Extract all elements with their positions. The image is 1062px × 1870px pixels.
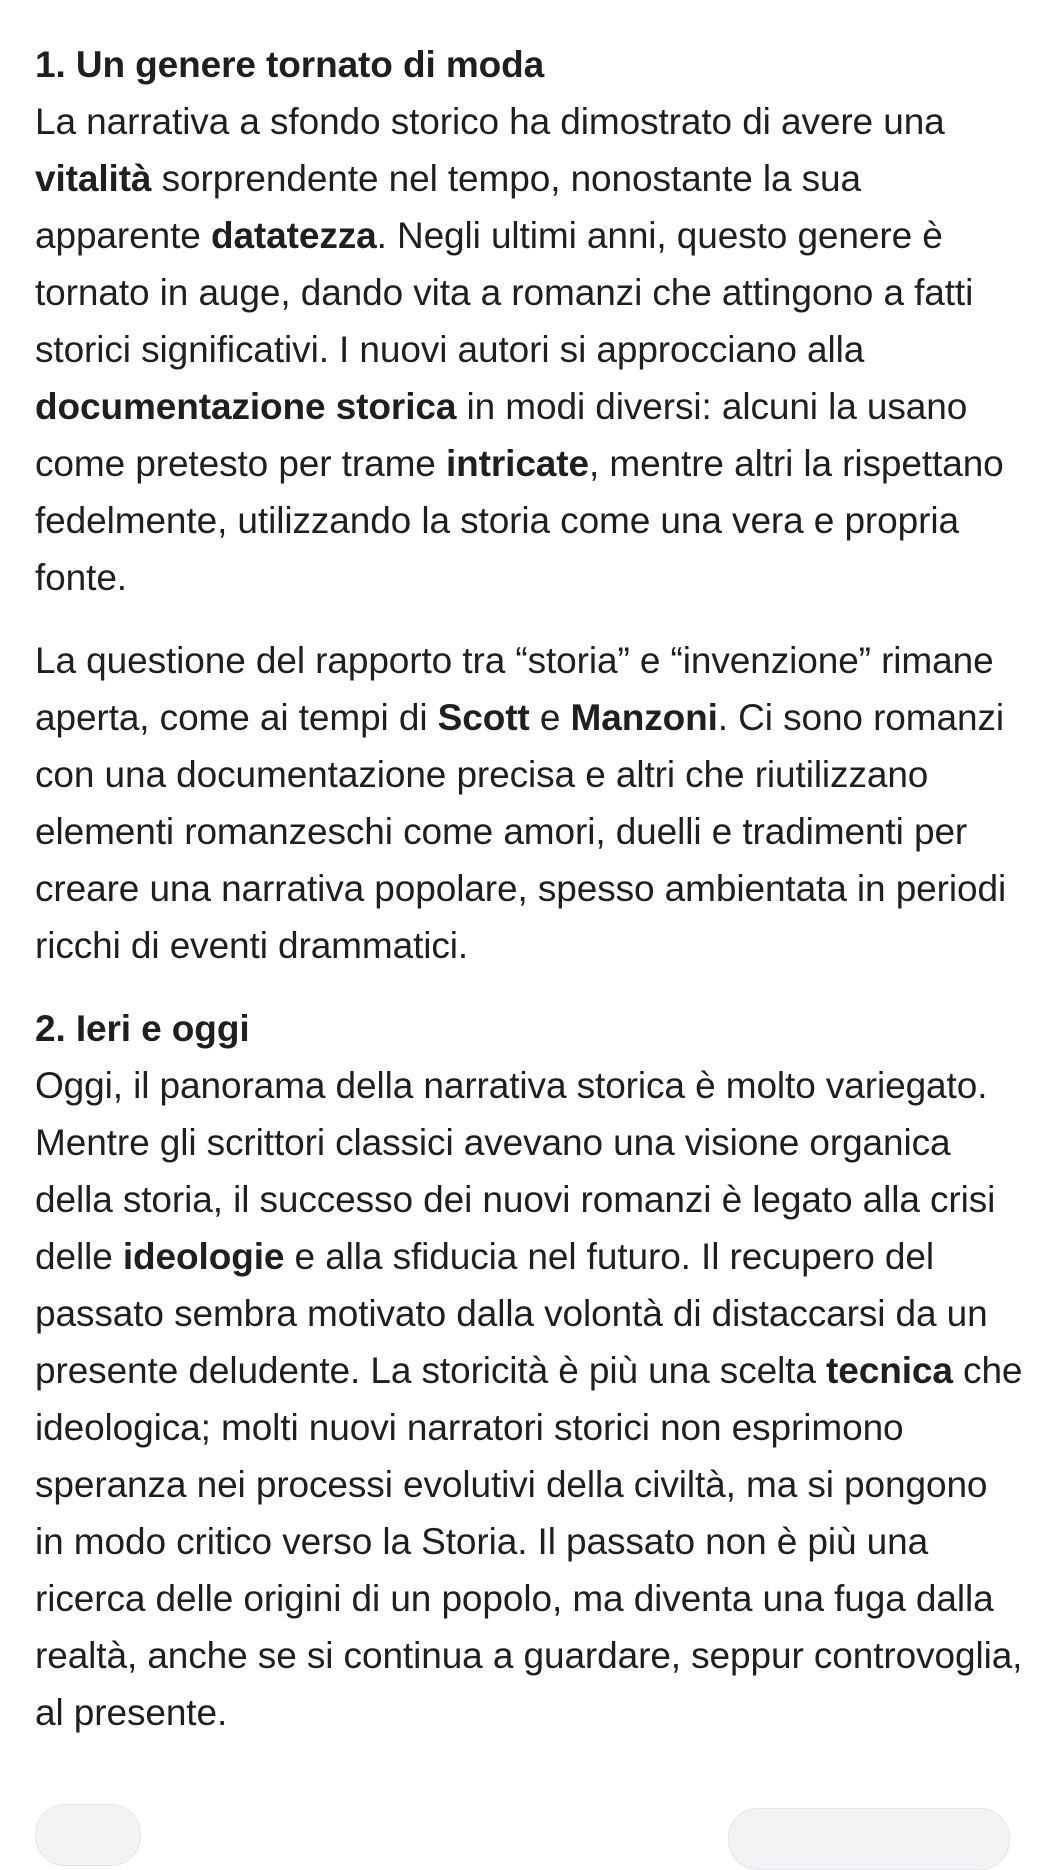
text-run: . Ci sono romanzi con una documentazione precisa e altri che riutilizzano elementi romanzeschi come amori, duelli e tradimenti per creare una narrativa popolare, spesso ambientata in periodi ricchi di eventi drammatici. [35, 697, 1007, 966]
bold-term-scott: Scott [437, 697, 530, 738]
bold-term-intricate: intricate [445, 443, 589, 484]
text-run: . Negli ultimi anni, questo genere è tornato in auge, dando vita a romanzi che attingono a fatti storici significativi. I nuovi autori si approcciano alla [35, 215, 974, 370]
article-body [35, 36, 1025, 1741]
text-run: in modi diversi: alcuni la usano come pretesto per trame [35, 386, 968, 484]
text-run: e [529, 697, 571, 738]
paragraph-1 [35, 93, 1025, 606]
bold-term-documentazione-storica: documentazione storica [35, 386, 457, 427]
bold-term-datatezza: datatezza [210, 215, 377, 256]
text-run: La questione del rapporto tra “storia” e “invenzione” rimane aperta, come ai tempi di [35, 640, 994, 738]
action-chip-right[interactable] [728, 1808, 1010, 1870]
bold-term-ideologie: ideologie [122, 1236, 285, 1277]
text-run: che ideologica; molti nuovi narratori storici non esprimono speranza nei processi evolutivi della civiltà, ma si pongono in modo critico verso la Storia. Il passato non è più una ricerca delle origini di un popolo, ma diventa una fuga dalla realtà, anche se si continua a guardare, seppur controvoglia, al presente. [35, 1350, 1023, 1733]
text-run: sorprendente nel tempo, nonostante la sua apparente [35, 158, 861, 256]
paragraph-3 [35, 1057, 1025, 1741]
text-run: La narrativa a sfondo storico ha dimostrato di avere una [35, 101, 945, 142]
bold-term-vitalita: vitalità [35, 158, 152, 199]
text-run: , mentre altri la rispettano fedelmente, utilizzando la storia come una vera e propria fonte. [35, 443, 1004, 598]
text-run: Oggi, il panorama della narrativa storica è molto variegato. Mentre gli scrittori classici avevano una visione organica della storia, il successo dei nuovi romanzi è legato alla crisi delle [35, 1065, 996, 1277]
section-heading-1: 1. Un genere tornato di moda [35, 44, 545, 85]
bold-term-tecnica: tecnica [826, 1350, 953, 1391]
section-heading-2: 2. Ieri e oggi [35, 1008, 250, 1049]
text-run: e alla sfiducia nel futuro. Il recupero del passato sembra motivato dalla volontà di distaccarsi da un presente deludente. La storicità è più una scelta [35, 1236, 988, 1391]
bold-term-manzoni: Manzoni [570, 697, 718, 738]
action-chip-left[interactable] [35, 1804, 141, 1866]
paragraph-2 [35, 632, 1025, 974]
